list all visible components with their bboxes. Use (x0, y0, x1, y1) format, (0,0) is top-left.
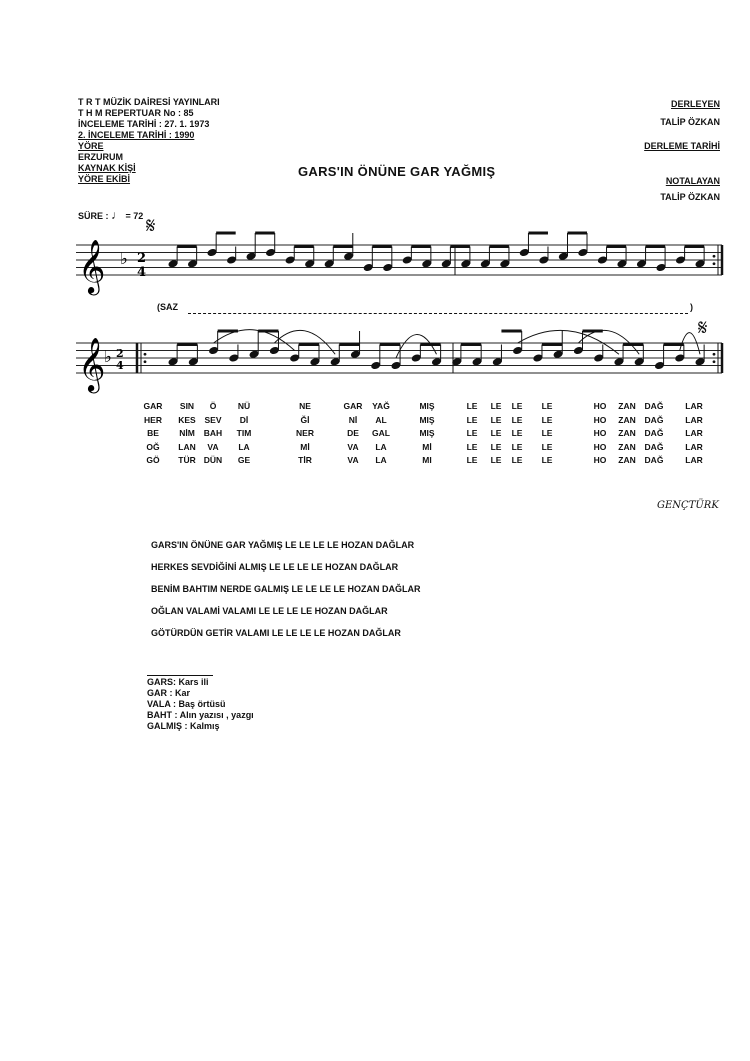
verse-line: HERKES SEVDİĞİNİ ALMIŞ LE LE LE LE HOZAN DAĞLAR (151, 562, 399, 572)
lyric-syllable: NİM (179, 428, 195, 438)
lyric-syllable: TIM (236, 428, 252, 438)
lyric-syllable: Mİ (300, 441, 310, 452)
derleyen-label: DERLEYEN (670, 99, 720, 109)
repeat-dot (144, 360, 147, 363)
kaynak-kisi-label: KAYNAK KİŞİ (78, 163, 136, 173)
lyric-syllable: HO (593, 455, 607, 465)
time-signature-top: 2 (137, 251, 147, 266)
signature: GENÇTÜRK (657, 500, 719, 511)
lyric-syllable: NÜ (237, 401, 251, 411)
lyric-syllable: LA (375, 455, 387, 465)
glossary-item: GALMIŞ : Kalmış (147, 721, 220, 731)
lyric-syllable: HO (593, 441, 607, 452)
segno-end-icon: 𝄋 (698, 316, 708, 341)
time-signature-bottom-2: 4 (116, 359, 124, 372)
repeat-dot (713, 262, 716, 265)
lyric-syllable: LE (466, 428, 478, 438)
lyric-syllable: SIN (179, 401, 195, 411)
lyric-syllable: LE (490, 441, 502, 452)
lyric-syllable: Ğİ (300, 414, 310, 425)
lyric-syllable: DAĞ (644, 455, 664, 465)
staff-system-1 (76, 233, 722, 296)
lyric-syllable: LE (511, 441, 523, 452)
flat-icon: ♭ (104, 346, 112, 366)
lyric-syllable: LE (490, 414, 502, 425)
treble-clef-icon: 𝄞 (78, 337, 106, 391)
glossary (147, 677, 254, 732)
repeat-dot (713, 360, 716, 363)
repeat-dot (713, 353, 716, 356)
lyric-syllable: DAĞ (644, 441, 664, 452)
review-date: İNCELEME TARİHİ : 27. 1. 1973 (78, 119, 210, 129)
staff-system-2 (76, 330, 722, 394)
lyric-syllable: LE (490, 401, 502, 411)
derleme-tarihi-label: DERLEME TARİHİ (644, 141, 720, 151)
notalayan-value: TALİP ÖZKAN (660, 192, 720, 202)
lyric-syllable: NE (299, 401, 311, 411)
lyric-syllable: TÜR (178, 455, 196, 465)
time-signature-bottom: 4 (137, 265, 147, 280)
lyric-syllable: LE (541, 455, 553, 465)
lyric-syllable: DAĞ (644, 428, 664, 438)
lyric-syllable: GAR (343, 401, 363, 411)
yore-label: YÖRE (78, 141, 104, 151)
glossary-item: GARS: Kars ili (147, 677, 209, 687)
second-review-date: 2. İNCELEME TARİHİ : 1990 (78, 130, 195, 140)
lyric-syllable: HO (593, 414, 607, 425)
saz-label: (SAZ (157, 302, 178, 312)
lyric-syllable: LE (511, 401, 523, 411)
lyric-syllable: LE (511, 414, 523, 425)
lyric-syllable: GÖ (146, 455, 160, 465)
lyric-syllable: TİR (298, 455, 312, 465)
publisher-line: T R T MÜZİK DAİRESİ YAYINLARI (78, 97, 220, 107)
lyrics-grid (0, 401, 750, 471)
lyric-syllable: BAH (203, 428, 223, 438)
verse-line: GÖTÜRDÜN GETİR VALAMI LE LE LE LE HOZAN DAĞLAR (151, 628, 401, 638)
lyric-syllable: Mİ (422, 441, 432, 452)
lyric-syllable: DAĞ (644, 401, 664, 411)
lyric-syllable: MI (422, 455, 432, 465)
repeat-dot (713, 255, 716, 258)
lyric-syllable: Ö (209, 401, 217, 411)
notalayan-label: NOTALAYAN (665, 176, 720, 186)
lyric-syllable: ZAN (618, 455, 636, 465)
saz-dashed-line (188, 313, 688, 314)
lyric-syllable: HO (593, 428, 607, 438)
lyric-syllable: LAR (685, 441, 703, 452)
lyric-syllable: LAR (685, 428, 703, 438)
lyric-syllable: GE (237, 455, 251, 465)
glossary-rule (147, 675, 213, 676)
lyric-syllable: LE (466, 441, 478, 452)
lyric-syllable: LE (466, 401, 478, 411)
lyric-syllable: LE (511, 455, 523, 465)
tempo-value: = 72 (125, 211, 144, 221)
time-signature-top-2: 2 (116, 347, 124, 360)
lyric-syllable: BE (147, 428, 159, 438)
lyric-syllable: HO (593, 401, 607, 411)
sure-label: SÜRE : (78, 211, 109, 221)
lyric-syllable: VA (347, 455, 359, 465)
verse-line: OĞLAN VALAMİ VALAMI LE LE LE LE HOZAN DAĞLAR (151, 606, 388, 616)
lyric-syllable: OĞ (146, 441, 160, 452)
lyric-syllable: KES (178, 414, 196, 425)
lyric-syllable: LE (541, 414, 553, 425)
lyric-syllable: LAR (685, 401, 703, 411)
lyric-syllable: DÜN (203, 455, 223, 465)
lyric-syllable: LA (375, 441, 387, 452)
lyric-syllable: ZAN (618, 441, 636, 452)
lyric-syllable: LE (541, 428, 553, 438)
lyric-syllable: VA (207, 441, 219, 452)
segno-icon: 𝄋 (146, 214, 156, 239)
lyric-syllable: NER (296, 428, 314, 438)
lyric-syllable: Nİ (348, 414, 358, 425)
repeat-dot (144, 353, 147, 356)
lyric-syllable: ZAN (618, 414, 636, 425)
lyric-syllable: DAĞ (644, 414, 664, 425)
verse-line: GARS'IN ÖNÜNE GAR YAĞMIŞ LE LE LE LE HOZAN DAĞLAR (151, 540, 415, 550)
lyric-syllable: LE (490, 428, 502, 438)
lyric-syllable: LAN (178, 441, 196, 452)
treble-clef-icon: 𝄞 (78, 239, 106, 293)
lyric-syllable: HER (144, 414, 162, 425)
lyric-syllable: LE (511, 428, 523, 438)
repertoire-number: T H M REPERTUAR No : 85 (78, 108, 194, 118)
lyric-syllable: GAR (143, 401, 163, 411)
lyric-syllable: DE (347, 428, 359, 438)
glossary-item: GAR : Kar (147, 688, 191, 698)
lyric-syllable: LE (490, 455, 502, 465)
lyric-syllable: AL (375, 414, 387, 425)
lyric-syllable: LE (541, 441, 553, 452)
lyric-syllable: LAR (685, 455, 703, 465)
lyric-syllable: MIŞ (419, 414, 435, 425)
quarter-note-icon: ♩ (111, 208, 124, 222)
lyric-syllable: MIŞ (419, 428, 435, 438)
lyric-syllable: SEV (204, 414, 222, 425)
lyric-syllable: Dİ (239, 414, 249, 425)
yore-ekibi-label: YÖRE EKİBİ (78, 174, 131, 184)
slur (214, 330, 295, 351)
yore-value: ERZURUM (78, 152, 123, 162)
lyric-syllable: GAL (372, 428, 390, 438)
lyric-syllable: MIŞ (419, 401, 435, 411)
flat-icon: ♭ (120, 248, 128, 268)
lyric-syllable: LA (238, 441, 250, 452)
verse-line: BENİM BAHTIM NERDE GALMIŞ LE LE LE LE HOZAN DAĞLAR (151, 584, 421, 594)
glossary-item: BAHT : Alın yazısı , yazgı (147, 710, 254, 720)
derleyen-value: TALİP ÖZKAN (660, 117, 720, 127)
lyric-syllable: ZAN (618, 428, 636, 438)
lyric-syllable: YAĞ (372, 401, 390, 411)
lyric-syllable: VA (347, 441, 359, 452)
lyric-syllable: ZAN (618, 401, 636, 411)
slur (396, 335, 437, 358)
song-title: GARS'IN ÖNÜNE GAR YAĞMIŞ (298, 164, 496, 179)
music-score (0, 0, 750, 420)
lyric-syllable: LE (466, 414, 478, 425)
verses (151, 540, 421, 650)
lyric-syllable: LE (541, 401, 553, 411)
lyric-syllable: LE (466, 455, 478, 465)
lyric-syllable: LAR (685, 414, 703, 425)
glossary-item: VALA : Baş örtüsü (147, 699, 226, 709)
